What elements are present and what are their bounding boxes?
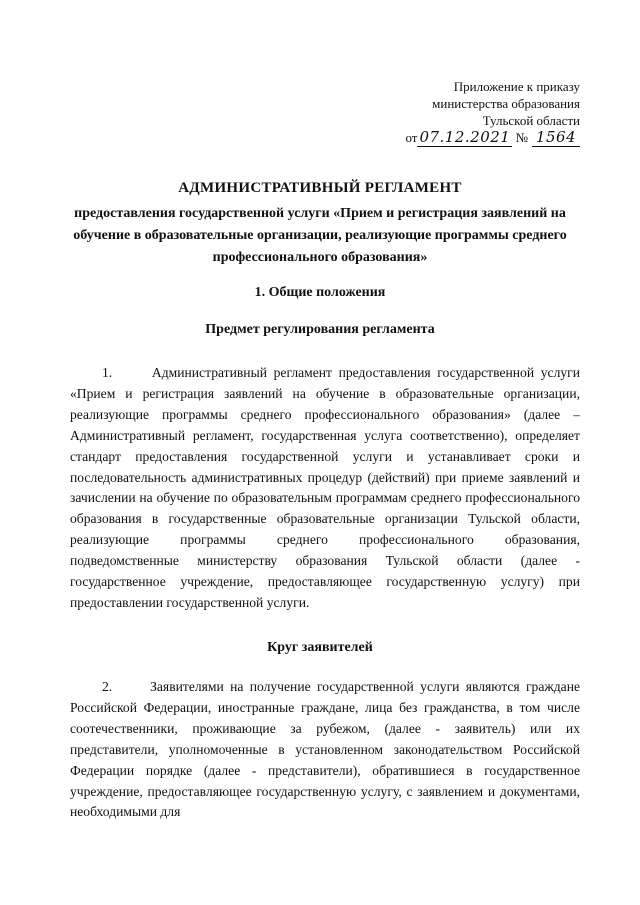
number-label: № bbox=[515, 130, 528, 145]
approval-date-line bbox=[405, 129, 580, 147]
handwritten-number: 1564 bbox=[532, 129, 580, 147]
approval-line-3: Тульской области bbox=[482, 113, 580, 128]
subsection-heading: Предмет регулирования регламента bbox=[205, 322, 435, 337]
approval-line-2: министерства образования bbox=[432, 96, 580, 111]
handwritten-date: 07.12.2021 bbox=[419, 128, 511, 146]
approval-block bbox=[405, 78, 580, 147]
paragraph-1: 1. Административный регламент предоставления государственной услуги «Прием и регистрация заявлений на обучение в образовательные организации, реализующие программы среднего профессионального образования» (далее – Административный регламент, государственная услуга соответственно), определяет стандарт предоставления государственной услуги и устанавливает сроки и последовательность административных процедур (действий) при приеме заявлений и зачислении на обучение по образовательным программам среднего профессионального образования в государственные образовательные организации Тульской области, реализующие программы среднего профессионального образования, подведомственные министерству образования Тульской области (далее - государственное учреждение, предоставляющее государственную услугу) при предоставлении государственной услуги. bbox=[70, 365, 580, 610]
document-subtitle: предоставления государственной услуги «Прием и регистрация заявлений на обучение в образовательные организации, реализующие программы среднего профессионального образования» bbox=[73, 206, 567, 265]
section-heading: 1. Общие положения bbox=[254, 285, 386, 300]
subsection-heading-2: Круг заявителей bbox=[267, 640, 373, 655]
paragraph-2: 2. Заявителями на получение государственной услуги являются граждане Российской Федерации, иностранные граждане, лица без гражданства, в том числе соотечественники, проживающие за рубежом, (далее - заявитель) или их представители, уполномоченные в установленном законодательством Российской Федерации порядке (далее - представители), обратившиеся в государственное учреждение, предоставляющее государственную услугу, с заявлением и документами, необходимыми для bbox=[70, 679, 580, 820]
document-title: АДМИНИСТРАТИВНЫЙ РЕГЛАМЕНТ bbox=[178, 180, 462, 196]
from-label: от bbox=[405, 130, 418, 145]
approval-line-1: Приложение к приказу bbox=[453, 79, 580, 94]
